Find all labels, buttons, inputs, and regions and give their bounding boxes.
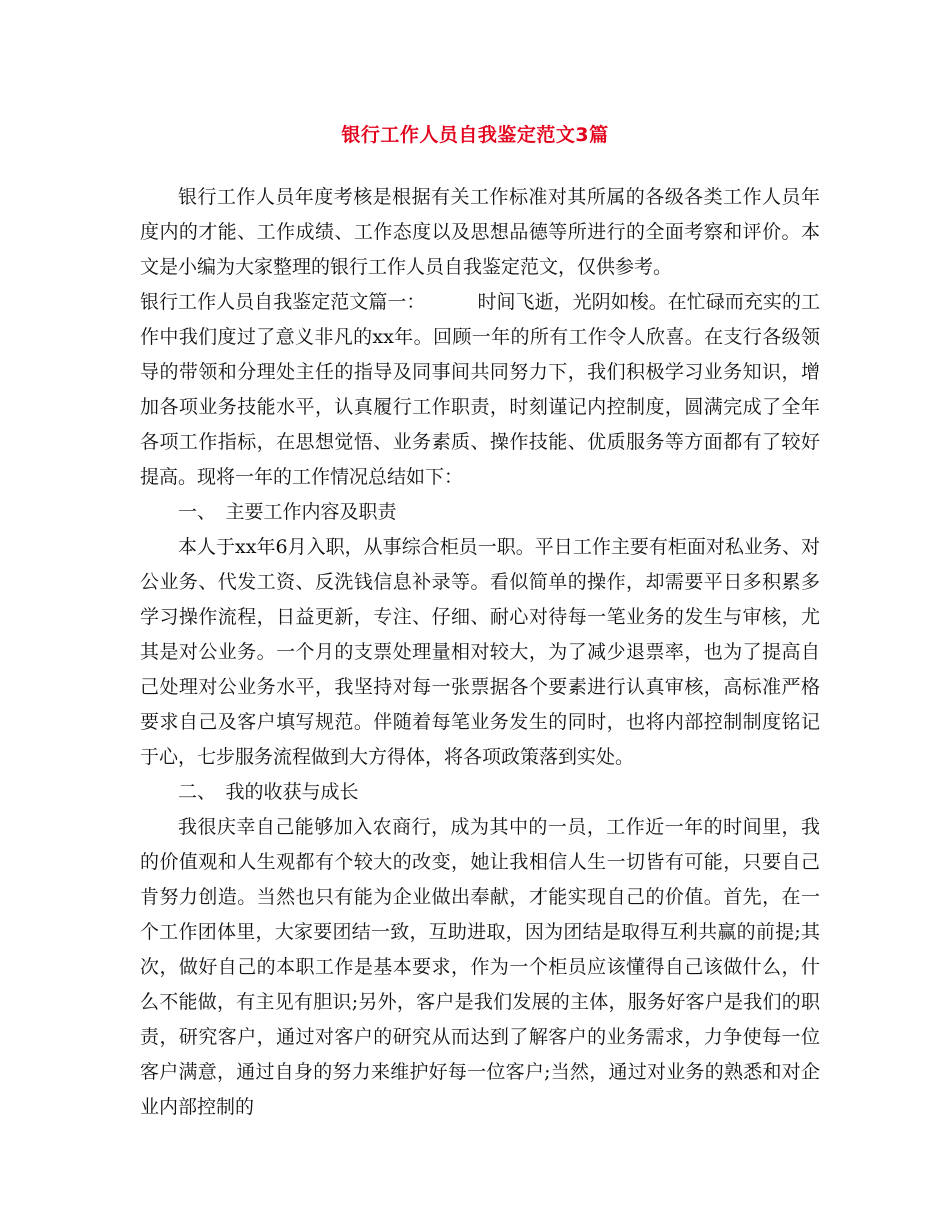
- paragraph-2: 我很庆幸自己能够加入农商行，成为其中的一员，工作近一年的时间里，我的价值观和人生观都有个较大的改变，她让我相信人生一切皆有可能，只要自己肯努力创造。当然也只有能为企业做出奉献，才能实现自己的价值。首先，在一个工作团体里，大家要团结一致，互助进取，因为团结是取得互利共赢的前提;其次，做好自己的本职工作是基本要求，作为一个柜员应该懂得自己该做什么，什么不能做，有主见有胆识;另外，客户是我们发展的主体，服务好客户是我们的职责，研究客户，通过对客户的研究从而达到了解客户的业务需求，力争使每一位客户满意，通过自身的努力来维护好每一位客户;当然，通过对业务的熟悉和对企业内部控制的: [140, 816, 820, 1118]
- paragraph-1: 本人于xx年6月入职，从事综合柜员一职。平日工作主要有柜面对私业务、对公业务、代发工资、反洗钱信息补录等。看似简单的操作，却需要平日多积累多学习操作流程，日益更新，专注、仔细、耐心对待每一笔业务的发生与审核，尤其是对公业务。一个月的支票处理量相对较大，为了减少退票率，也为了提高自己处理对公业务水平，我坚持对每一张票据各个要素进行认真审核，高标准严格要求自己及客户填写规范。伴随着每笔业务发生的同时，也将内部控制制度铭记于心，七步服务流程做到大方得体，将各项政策落到实处。: [140, 536, 820, 768]
- heading-2: 二、 我的收获与成长: [178, 781, 359, 803]
- heading-1: 一、 主要工作内容及职责: [178, 501, 397, 523]
- section-1-text: 时间飞逝，光阴如梭。在忙碌而充实的工作中我们度过了意义非凡的xx年。回顾一年的所有工作令人欣喜。在支行各级领导的带领和分理处主任的指导及同事间共同努力下，我们积极学习业务知识，增加各项业务技能水平，认真履行工作职责，时刻谨记内控制度，圆满完成了全年各项工作指标，在思想觉悟、业务素质、操作技能、优质服务等方面都有了较好提高。现将一年的工作情况总结如下：: [140, 291, 820, 488]
- document-title: 银行工作人员自我鉴定范文3篇: [341, 124, 609, 146]
- section-1-label: 银行工作人员自我鉴定范文篇一：: [140, 291, 426, 313]
- section-1-paragraph: [140, 285, 820, 495]
- intro-paragraph: 银行工作人员年度考核是根据有关工作标准对其所属的各级各类工作人员年度内的才能、工作成绩、工作态度以及思想品德等所进行的全面考察和评价。本文是小编为大家整理的银行工作人员自我鉴定范文，仅供参考。: [140, 186, 820, 278]
- document-body: [140, 180, 820, 1125]
